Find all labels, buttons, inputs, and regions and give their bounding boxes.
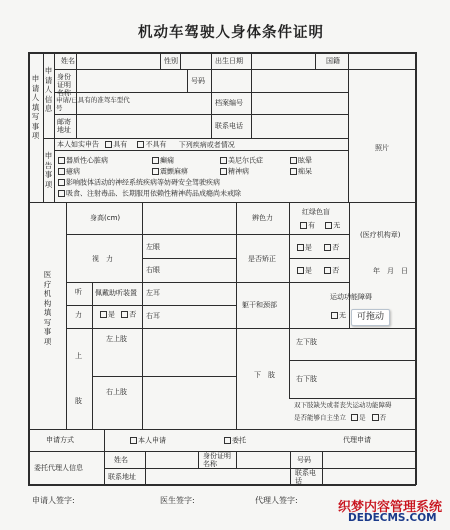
table-border-bottom (28, 484, 416, 486)
page-title: 机动车驾驶人身体条件证明 (138, 24, 324, 41)
grid-line (54, 114, 348, 115)
hearing-aid-no-label: 否 (129, 310, 137, 319)
applicant-info-label: 申请人信息 (44, 66, 53, 113)
phone-label: 联系电话 (215, 122, 243, 130)
apply-self-checkbox[interactable] (130, 437, 137, 444)
agent-info-label: 委托代理人信息 (34, 464, 83, 472)
color-blind-label: 红绿色盲 (302, 208, 330, 216)
declare-no-label: 不具有 (145, 140, 167, 149)
condition-checkbox[interactable] (152, 168, 159, 175)
postal-label: 邮寄地址 (57, 118, 71, 134)
birth-date-label: 出生日期 (215, 57, 243, 65)
corrected2-no-checkbox[interactable] (324, 267, 331, 274)
condition-item (58, 190, 241, 198)
grid-line (54, 92, 348, 93)
condition-checkbox[interactable] (58, 157, 65, 164)
grid-line (236, 202, 237, 429)
table-border-right (415, 52, 417, 485)
apply-method-label: 申请方式 (46, 436, 74, 444)
grid-line (187, 69, 188, 92)
corrected2-yes-checkbox[interactable] (297, 267, 304, 274)
agent-address-label: 联系地址 (108, 473, 136, 481)
color-none-label: 无 (333, 221, 341, 230)
condition-item (220, 168, 249, 176)
condition-checkbox[interactable] (58, 168, 65, 175)
condition-checkbox[interactable] (290, 157, 297, 164)
grid-line (142, 202, 143, 429)
declare-label: 申告事项 (44, 151, 53, 189)
agent-id-doc-label: 身份证明名称 (203, 452, 231, 468)
grid-line (315, 52, 316, 69)
motor-options (331, 312, 346, 320)
apply-self-option (130, 437, 166, 445)
apply-self-label: 本人申请 (138, 436, 166, 445)
corrected2-yes-label: 是 (305, 266, 312, 275)
agent-phone-label: 联系电话 (295, 469, 316, 485)
id-number-label: 号码 (191, 77, 205, 85)
condition-checkbox[interactable] (58, 179, 65, 186)
agent-signature: 代理人签字: (255, 496, 298, 505)
declare-yes-label: 具有 (113, 140, 128, 149)
condition-item (290, 168, 312, 176)
self-stand-no-label: 否 (379, 413, 387, 422)
hearing-label-2: 力 (75, 311, 82, 319)
right-ear-label: 右耳 (146, 312, 160, 320)
vision-label: 视 力 (92, 255, 113, 263)
table-border-left (28, 52, 30, 485)
drag-tooltip[interactable]: 可拖动 (351, 309, 390, 326)
condition-label: 痴呆 (298, 167, 312, 176)
condition-checkbox[interactable] (58, 190, 65, 197)
condition-checkbox[interactable] (290, 168, 297, 175)
self-stand-row (294, 414, 386, 421)
hearing-label-1: 听 (75, 288, 82, 296)
grid-line (251, 52, 252, 138)
hearing-aid-yes-label: 是 (108, 310, 115, 319)
condition-checkbox[interactable] (220, 168, 227, 175)
grid-line (43, 138, 348, 139)
grid-line (54, 69, 348, 70)
condition-label: 癔病 (66, 167, 80, 176)
motor-disorder-label: 运动功能障碍 (330, 293, 372, 301)
table-border-top (28, 52, 416, 54)
nationality-label: 国籍 (326, 57, 340, 65)
condition-label: 影响肢体活动的神经系统疾病等妨碍安全驾驶疾病 (66, 178, 220, 187)
condition-label: 癫痫 (160, 156, 174, 165)
grid-line (104, 429, 105, 485)
watermark-url: DEDECMS.COM (348, 512, 437, 524)
grid-line (348, 52, 349, 202)
condition-label: 眩晕 (298, 156, 312, 165)
institution-stamp: (医疗机构章) (360, 231, 401, 239)
apply-entrust-label: 委托 (232, 436, 246, 445)
apply-entrust-option (224, 437, 246, 445)
grid-line (28, 202, 416, 203)
grid-line (92, 328, 93, 429)
condition-label: 震颤麻痹 (160, 167, 188, 176)
corrected2-no-label: 否 (332, 266, 340, 275)
grid-line (54, 150, 348, 151)
grid-line (289, 360, 416, 361)
grid-line (348, 69, 416, 70)
condition-item (58, 157, 108, 165)
grid-line (289, 258, 349, 259)
motor-option-label: 无 (339, 311, 346, 320)
condition-label: 器质性心脏病 (66, 156, 108, 165)
corrected-no-label: 否 (332, 243, 340, 252)
photo-label: 照片 (375, 144, 389, 152)
self-stand-yes-checkbox[interactable] (351, 414, 358, 421)
grid-line (67, 328, 416, 329)
file-number-label: 档案编号 (215, 99, 243, 107)
right-upper-label: 右上肢 (106, 388, 127, 396)
condition-item (152, 168, 188, 176)
grid-line (290, 451, 291, 485)
condition-item (58, 168, 80, 176)
doctor-signature: 医生签字: (160, 496, 195, 505)
hearing-aid-options (100, 311, 136, 319)
corrected-options-2 (297, 267, 339, 275)
corrected-options (297, 244, 339, 252)
motor-checkbox[interactable] (331, 312, 338, 319)
condition-item (58, 179, 220, 187)
color-blind-options (300, 222, 340, 230)
hearing-aid-yes-checkbox[interactable] (100, 311, 107, 318)
grid-line (67, 234, 349, 235)
declare-prompt: 本人如实申告 (57, 140, 99, 149)
color-vision-label: 辨色力 (252, 214, 273, 222)
declare-row (57, 141, 235, 149)
apply-entrust-checkbox[interactable] (224, 437, 231, 444)
applicant-section-label: 申请人填写事项 (31, 74, 40, 140)
grid-line (322, 451, 323, 485)
condition-checkbox[interactable] (220, 157, 227, 164)
color-have-checkbox[interactable] (300, 222, 307, 229)
grid-line (142, 258, 236, 259)
grid-line (28, 429, 416, 430)
grid-line (198, 451, 199, 468)
agent-apply-label: 代理申请 (343, 436, 371, 444)
stamp-date: 年 月 日 (373, 267, 408, 275)
grid-line (289, 202, 290, 398)
grid-line (349, 202, 350, 328)
left-lower-label: 左下肢 (296, 338, 317, 346)
hearing-aid-no-checkbox[interactable] (121, 311, 128, 318)
condition-item (152, 157, 174, 165)
lower-limb-label: 下 肢 (254, 371, 275, 379)
torso-label: 躯干和颈部 (242, 301, 277, 309)
id-doc-label: 身份证明名称 (57, 73, 71, 97)
color-none-checkbox[interactable] (325, 222, 332, 229)
amputation-label: 双下肢缺失或者丧失运动功能障碍 (294, 401, 392, 409)
condition-label: 吸食、注射毒品、长期服用依赖性精神药品成瘾尚未戒除 (66, 189, 241, 198)
license-type-label: 申请/已具有的准驾车型代号 (56, 96, 130, 112)
agent-number-label: 号码 (297, 456, 311, 464)
grid-line (104, 468, 416, 469)
self-stand-yes-label: 是 (359, 413, 366, 422)
grid-line (180, 52, 181, 69)
declare-no-checkbox[interactable] (137, 141, 144, 148)
condition-item (290, 157, 312, 165)
grid-line (211, 52, 212, 138)
condition-label: 精神病 (228, 167, 249, 176)
agent-name-label: 姓名 (114, 456, 128, 464)
condition-item (220, 157, 263, 165)
right-eye-label: 右眼 (146, 266, 160, 274)
corrected-yes-checkbox[interactable] (297, 244, 304, 251)
gender-label: 性别 (164, 57, 178, 65)
corrected-no-checkbox[interactable] (324, 244, 331, 251)
grid-line (67, 282, 349, 283)
grid-line (236, 451, 237, 468)
medical-section-label: 医疗机构填写事项 (43, 270, 52, 346)
condition-checkbox[interactable] (152, 157, 159, 164)
left-eye-label: 左眼 (146, 243, 160, 251)
grid-line (66, 202, 67, 429)
left-upper-label: 左上肢 (106, 335, 127, 343)
declare-tail: 下列疾病或者情况 (178, 140, 235, 149)
hearing-aid-label: 佩戴助听装置 (95, 289, 137, 297)
upper-limb-label-2: 肢 (75, 397, 82, 405)
corrected-label: 是否矫正 (248, 255, 276, 263)
self-stand-label: 是否能够自主坐立 (294, 413, 346, 422)
left-ear-label: 左耳 (146, 289, 160, 297)
grid-line (145, 451, 146, 485)
grid-line (160, 52, 161, 69)
grid-line (289, 398, 416, 399)
condition-label: 美尼尔氏症 (228, 156, 263, 165)
self-stand-no-checkbox[interactable] (372, 414, 379, 421)
upper-limb-label-1: 上 (75, 352, 82, 360)
watermark-brand: 织梦内容管理系统 (338, 500, 443, 515)
declare-yes-checkbox[interactable] (105, 141, 112, 148)
height-label: 身高(cm) (90, 214, 121, 222)
corrected-yes-label: 是 (305, 243, 312, 252)
name-label: 姓名 (61, 57, 75, 65)
applicant-signature: 申请人签字: (32, 496, 75, 505)
grid-line (54, 52, 55, 202)
grid-line (92, 282, 93, 328)
color-have-label: 有 (308, 221, 315, 230)
right-lower-label: 右下肢 (296, 375, 317, 383)
grid-line (92, 376, 236, 377)
